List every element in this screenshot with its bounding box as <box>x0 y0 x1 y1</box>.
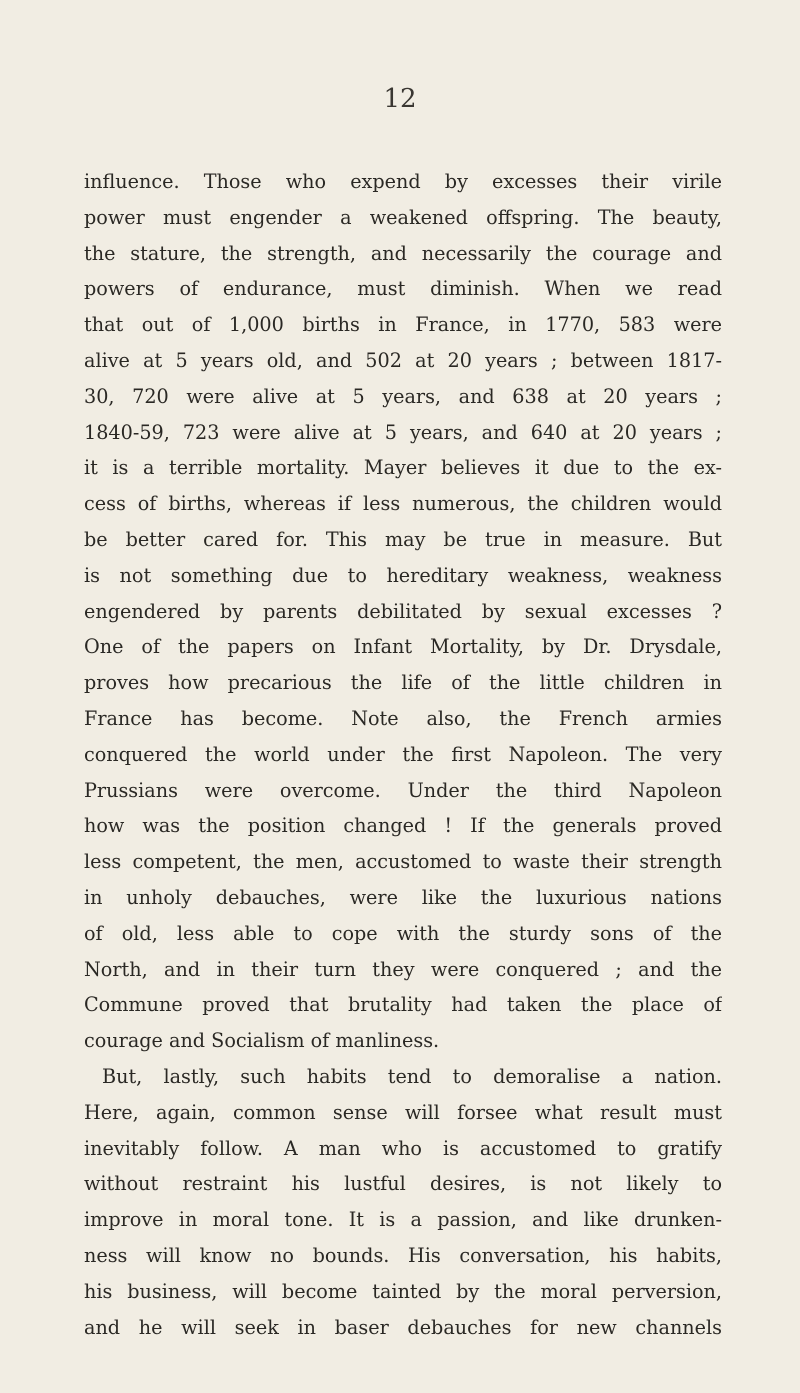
text-line: 1840-59, 723 were alive at 5 years, and 640 at 20 years ; <box>84 420 722 444</box>
text-line: of old, less able to cope with the sturdy sons of the <box>84 921 722 945</box>
text-line: Prussians were overcome. Under the third Napoleon <box>84 778 722 802</box>
text-line: proves how precarious the life of the little children in <box>84 671 722 695</box>
text-line: inevitably follow. A man who is accustomed to gratify <box>84 1136 722 1160</box>
text-line: his business, will become tainted by the moral perversion, <box>84 1279 722 1303</box>
text-line: is not something due to hereditary weakness, weakness <box>84 563 722 587</box>
text-line: improve in moral tone. It is a passion, and like drunken- <box>84 1208 722 1232</box>
body-text <box>84 164 722 1345</box>
text-line: One of the papers on Infant Mortality, by Dr. Drysdale, <box>84 635 722 659</box>
text-line: courage and Socialism of manliness. <box>84 1029 440 1053</box>
page-number: 12 <box>383 84 417 114</box>
text-line: Commune proved that brutality had taken the place of <box>84 993 722 1017</box>
text-line: alive at 5 years old, and 502 at 20 years ; between 1817- <box>84 348 722 372</box>
text-line: conquered the world under the first Napoleon. The very <box>84 742 722 766</box>
text-line: ness will know no bounds. His conversation, his habits, <box>84 1243 722 1267</box>
text-line: in unholy debauches, were like the luxurious nations <box>84 885 722 909</box>
text-line: engendered by parents debilitated by sexual excesses ? <box>84 599 722 623</box>
text-line: But, lastly, such habits tend to demoralise a nation. <box>102 1064 722 1088</box>
text-line: North, and in their turn they were conquered ; and the <box>84 957 722 981</box>
text-line: 30, 720 were alive at 5 years, and 638 at 20 years ; <box>84 384 722 408</box>
text-line: powers of endurance, must diminish. When we read <box>84 277 722 301</box>
text-line: cess of births, whereas if less numerous, the children would <box>84 492 722 516</box>
text-line: influence. Those who expend by excesses their virile <box>84 170 722 193</box>
text-line: how was the position changed ! If the generals proved <box>84 814 722 838</box>
text-line: France has become. Note also, the French armies <box>84 706 722 730</box>
text-line: the stature, the strength, and necessarily the courage and <box>84 241 722 265</box>
text-line: Here, again, common sense will forsee what result must <box>84 1100 722 1124</box>
text-line: that out of 1,000 births in France, in 1770, 583 were <box>84 313 722 337</box>
text-line: and he will seek in baser debauches for new channels <box>84 1315 722 1339</box>
text-line: less competent, the men, accustomed to waste their strength <box>84 850 722 874</box>
text-line: it is a terrible mortality. Mayer believes it due to the ex- <box>84 456 722 480</box>
text-line: be better cared for. This may be true in measure. But <box>84 527 722 551</box>
text-line: power must engender a weakened offspring. The beauty, <box>84 205 722 229</box>
text-line: without restraint his lustful desires, is not likely to <box>84 1172 722 1196</box>
